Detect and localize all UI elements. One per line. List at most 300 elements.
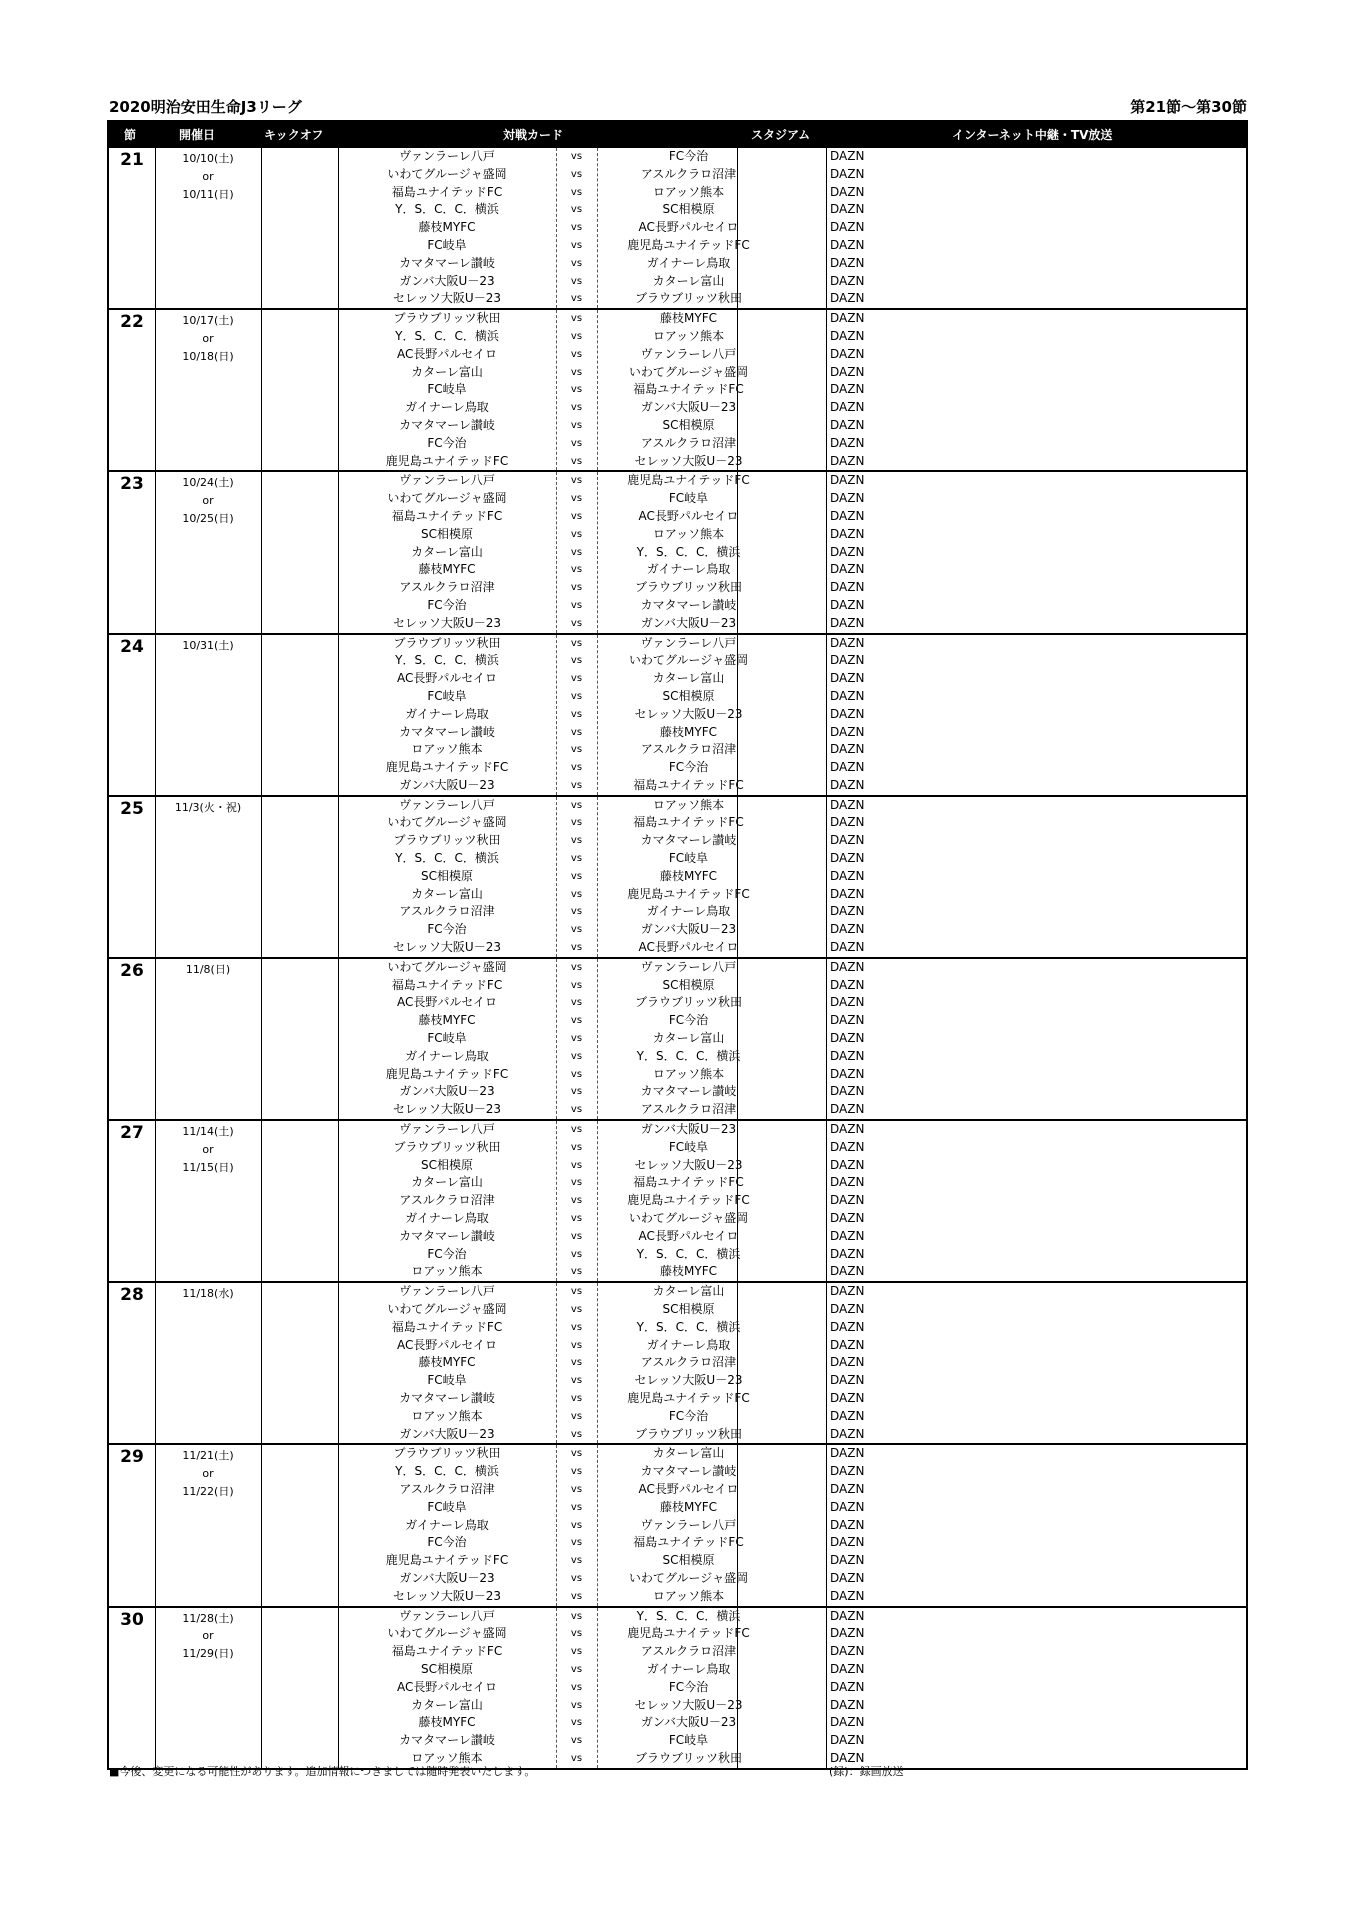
match-row (109, 1174, 1246, 1192)
away-team: FC岐阜 (668, 1733, 709, 1748)
away-team: ロアッソ熊本 (652, 328, 725, 343)
match-row (109, 670, 1246, 688)
broadcast-label: DAZN (830, 940, 865, 955)
match-row (109, 921, 1246, 939)
broadcast-label: DAZN (830, 1211, 865, 1226)
home-team: ヴァンラーレ八戸 (399, 1284, 495, 1299)
away-team: ガイナーレ鳥取 (646, 904, 731, 919)
home-team: カマタマーレ讃岐 (399, 417, 495, 432)
vs-label: vs (570, 726, 583, 738)
vs-label: vs (570, 1304, 583, 1315)
match-row (109, 328, 1246, 346)
away-team: セレッソ大阪U－23 (634, 1157, 743, 1172)
round-block (107, 310, 1248, 472)
home-team: ガイナーレ鳥取 (405, 1211, 489, 1226)
away-team: ブラウブリッツ秋田 (634, 291, 743, 306)
away-team: カターレ富山 (652, 1446, 725, 1461)
match-row (109, 1390, 1246, 1408)
away-team: カマタマーレ讃岐 (640, 833, 737, 848)
away-team: セレッソ大阪U－23 (634, 706, 743, 721)
vs-label: vs (570, 1628, 583, 1640)
home-team: ガンバ大阪U－23 (399, 1426, 495, 1441)
away-team: カターレ富山 (652, 671, 725, 686)
away-team: FC今治 (668, 1408, 709, 1423)
home-team: FC今治 (427, 922, 467, 937)
away-team: カマタマーレ讃岐 (640, 1084, 737, 1099)
vs-label: vs (570, 455, 583, 467)
home-team: ブラウブリッツ秋田 (393, 833, 501, 848)
broadcast-label: DAZN (830, 724, 865, 739)
match-row (109, 1372, 1246, 1390)
home-team: FC岐阜 (427, 1499, 467, 1514)
date-line: 11/8(日) (185, 962, 231, 976)
date-line: or (202, 1629, 214, 1643)
match-row (109, 579, 1246, 597)
broadcast-label: DAZN (830, 1697, 865, 1712)
broadcast-label: DAZN (830, 635, 865, 650)
broadcast-label: DAZN (830, 671, 865, 686)
round-number: 27 (120, 1123, 144, 1144)
table-header (107, 120, 1248, 148)
away-team: いわてグルージャ盛岡 (628, 1570, 749, 1585)
date-line: 11/21(土) (182, 1449, 234, 1463)
home-team: セレッソ大阪U－23 (393, 291, 501, 306)
match-row (109, 1517, 1246, 1535)
match-row (109, 1570, 1246, 1588)
date-line: or (202, 1142, 214, 1156)
broadcast-label: DAZN (830, 706, 865, 721)
broadcast-label: DAZN (830, 1426, 865, 1441)
date-line: or (202, 1467, 214, 1481)
recording-legend: (録)：録画放送 (829, 1765, 904, 1778)
vs-label: vs (570, 817, 583, 829)
away-team: カマタマーレ讃岐 (640, 597, 737, 612)
match-row (109, 1499, 1246, 1517)
home-team: FC今治 (427, 1246, 467, 1261)
match-row (109, 219, 1246, 237)
vs-label: vs (570, 1392, 583, 1404)
vs-label: vs (570, 979, 583, 991)
broadcast-label: DAZN (830, 1084, 865, 1099)
date-line: 11/14(土) (182, 1125, 234, 1139)
match-row (109, 741, 1246, 759)
home-team: FC今治 (427, 1535, 467, 1550)
match-row (109, 777, 1246, 795)
broadcast-label: DAZN (830, 1464, 865, 1479)
away-team: ガイナーレ鳥取 (646, 1337, 731, 1352)
header-kickoff: キックオフ (264, 128, 324, 142)
header-round: 節 (124, 128, 137, 142)
away-team: FC岐阜 (668, 851, 709, 866)
vs-label: vs (570, 1050, 583, 1062)
broadcast-label: DAZN (830, 1373, 865, 1388)
vs-label: vs (570, 708, 583, 720)
away-team: SC相模原 (662, 688, 715, 703)
date-line: 11/28(土) (182, 1611, 234, 1625)
home-team: ガンバ大阪U－23 (399, 777, 495, 792)
broadcast-label: DAZN (830, 815, 865, 830)
broadcast-label: DAZN (830, 149, 865, 163)
match-row (109, 868, 1246, 886)
broadcast-label: DAZN (830, 1588, 865, 1603)
away-team: ガンバ大阪U－23 (640, 1715, 737, 1730)
home-team: いわてグルージャ盛岡 (387, 959, 507, 974)
away-team: ロアッソ熊本 (652, 1066, 725, 1081)
away-team: ロアッソ熊本 (652, 184, 725, 199)
vs-label: vs (570, 1610, 583, 1622)
home-team: 福島ユナイテッドFC (391, 184, 503, 199)
broadcast-label: DAZN (830, 797, 865, 812)
away-team: 藤枝MYFC (660, 724, 717, 739)
header-card: 対戦カード (503, 128, 564, 142)
broadcast-label: DAZN (830, 1481, 865, 1496)
match-row (109, 1426, 1246, 1444)
home-team: Y．S．C．C．横浜 (395, 653, 499, 668)
home-team: いわてグルージャ盛岡 (387, 1626, 507, 1641)
match-row (109, 1030, 1246, 1048)
away-team: Y．S．C．C．横浜 (636, 544, 741, 559)
broadcast-label: DAZN (830, 202, 865, 217)
vs-label: vs (570, 1466, 583, 1478)
broadcast-label: DAZN (830, 868, 865, 883)
home-team: ガンバ大阪U－23 (399, 1084, 495, 1099)
away-team: アスルクラロ沼津 (640, 166, 737, 181)
home-team: 鹿児島ユナイテッドFC (385, 1553, 509, 1568)
date-line: 11/22(日) (182, 1484, 234, 1498)
away-team: アスルクラロ沼津 (640, 1102, 737, 1117)
home-team: セレッソ大阪U－23 (393, 1102, 501, 1117)
away-team: セレッソ大阪U－23 (634, 453, 743, 468)
vs-label: vs (570, 510, 583, 522)
broadcast-label: DAZN (830, 1390, 865, 1405)
vs-label: vs (570, 655, 583, 667)
vs-label: vs (570, 475, 583, 487)
home-team: Y．S．C．C．横浜 (395, 1464, 499, 1479)
broadcast-label: DAZN (830, 473, 865, 488)
vs-label: vs (570, 1555, 583, 1567)
broadcast-label: DAZN (830, 526, 865, 541)
date-line: or (202, 169, 214, 183)
vs-label: vs (570, 1230, 583, 1242)
vs-label: vs (570, 151, 583, 162)
vs-label: vs (570, 528, 583, 540)
home-team: ガイナーレ鳥取 (405, 1517, 489, 1532)
header-date: 開催日 (179, 128, 216, 142)
round-block (107, 1283, 1248, 1445)
match-row (109, 959, 1246, 977)
home-team: アスルクラロ沼津 (399, 1481, 495, 1496)
home-team: FC今治 (427, 597, 467, 612)
date-line: 10/17(土) (182, 314, 234, 328)
match-row (109, 1408, 1246, 1426)
away-team: 藤枝MYFC (660, 311, 717, 326)
vs-label: vs (570, 744, 583, 756)
vs-label: vs (570, 835, 583, 847)
round-number: 30 (120, 1609, 144, 1630)
match-row (109, 148, 1246, 166)
broadcast-label: DAZN (830, 1284, 865, 1299)
away-team: ガイナーレ鳥取 (646, 562, 731, 577)
away-team: SC相模原 (662, 1302, 715, 1316)
home-team: カターレ富山 (411, 1697, 483, 1712)
broadcast-label: DAZN (830, 922, 865, 937)
broadcast-label: DAZN (830, 580, 865, 595)
round-number: 28 (120, 1285, 144, 1306)
match-row (109, 561, 1246, 579)
date-line: or (202, 331, 214, 345)
vs-label: vs (570, 1266, 583, 1278)
home-team: アスルクラロ沼津 (399, 1193, 495, 1208)
match-row (109, 652, 1246, 670)
away-team: いわてグルージャ盛岡 (628, 1211, 749, 1226)
vs-label: vs (570, 762, 583, 774)
vs-label: vs (570, 239, 583, 251)
match-row (109, 1697, 1246, 1715)
away-team: 藤枝MYFC (660, 1264, 717, 1279)
home-team: カマタマーレ讃岐 (399, 1390, 495, 1405)
vs-label: vs (570, 1448, 583, 1460)
section-range: 第21節～第30節 (1130, 98, 1247, 116)
match-row (109, 1319, 1246, 1337)
vs-label: vs (570, 1699, 583, 1711)
match-row (109, 1625, 1246, 1643)
broadcast-label: DAZN (830, 1013, 865, 1028)
home-team: AC長野パルセイロ (396, 1679, 498, 1694)
home-team: 福島ユナイテッドFC (391, 1644, 503, 1659)
vs-label: vs (570, 1735, 583, 1747)
vs-label: vs (570, 257, 583, 269)
vs-label: vs (570, 437, 583, 449)
round-number: 26 (120, 960, 144, 981)
vs-label: vs (570, 617, 583, 629)
broadcast-label: DAZN (830, 237, 865, 252)
vs-label: vs (570, 997, 583, 1009)
home-team: カターレ富山 (411, 544, 483, 559)
match-row (109, 1301, 1246, 1319)
round-block (107, 1121, 1248, 1283)
vs-label: vs (570, 1375, 583, 1387)
home-team: 鹿児島ユナイテッドFC (385, 760, 509, 775)
match-row (109, 797, 1246, 815)
home-team: ロアッソ熊本 (411, 1408, 483, 1423)
broadcast-label: DAZN (830, 760, 865, 775)
round-number: 22 (120, 312, 144, 333)
home-team: ブラウブリッツ秋田 (393, 1446, 501, 1461)
home-team: 福島ユナイテッドFC (391, 977, 503, 992)
away-team: 鹿児島ユナイテッドFC (627, 1626, 750, 1641)
away-team: アスルクラロ沼津 (640, 435, 737, 450)
away-team: いわてグルージャ盛岡 (628, 653, 749, 668)
home-team: ブラウブリッツ秋田 (393, 311, 501, 326)
vs-label: vs (570, 1177, 583, 1189)
away-team: 鹿児島ユナイテッドFC (627, 1193, 750, 1208)
vs-label: vs (570, 564, 583, 576)
home-team: Y．S．C．C．横浜 (395, 851, 499, 866)
home-team: AC長野パルセイロ (396, 346, 498, 361)
vs-label: vs (570, 1590, 583, 1602)
home-team: セレッソ大阪U－23 (393, 940, 501, 955)
vs-label: vs (570, 870, 583, 882)
home-team: カマタマーレ讃岐 (399, 1228, 495, 1243)
home-team: SC相模原 (421, 526, 473, 541)
match-row (109, 1101, 1246, 1119)
broadcast-label: DAZN (830, 1157, 865, 1172)
match-row (109, 273, 1246, 291)
match-row (109, 1588, 1246, 1606)
date-line: 10/31(土) (182, 638, 234, 652)
home-team: FC岐阜 (427, 1031, 467, 1046)
round-block (107, 797, 1248, 959)
away-team: FC今治 (668, 1013, 709, 1028)
vs-label: vs (570, 1015, 583, 1027)
away-team: AC長野パルセイロ (638, 940, 739, 955)
vs-label: vs (570, 853, 583, 865)
match-row (109, 724, 1246, 742)
broadcast-label: DAZN (830, 1228, 865, 1243)
match-row (109, 472, 1246, 490)
vs-label: vs (570, 961, 583, 973)
match-row (109, 688, 1246, 706)
away-team: カターレ富山 (652, 273, 725, 288)
match-row (109, 1228, 1246, 1246)
vs-label: vs (570, 582, 583, 594)
header-stadium: スタジアム (751, 128, 811, 142)
home-team: ブラウブリッツ秋田 (393, 1139, 501, 1154)
vs-label: vs (570, 599, 583, 611)
home-team: Y．S．C．C．横浜 (395, 202, 499, 217)
date-line: 11/18(水) (182, 1287, 234, 1301)
vs-label: vs (570, 1033, 583, 1045)
home-team: ガイナーレ鳥取 (405, 1048, 489, 1063)
vs-label: vs (570, 1717, 583, 1729)
broadcast-label: DAZN (830, 1355, 865, 1370)
broadcast-label: DAZN (830, 1048, 865, 1063)
home-team: 藤枝MYFC (418, 562, 476, 577)
home-team: カマタマーレ讃岐 (399, 1733, 495, 1748)
broadcast-label: DAZN (830, 291, 865, 306)
match-row (109, 759, 1246, 777)
away-team: AC長野パルセイロ (638, 1228, 739, 1243)
date-line: 11/15(日) (182, 1160, 234, 1174)
match-row (109, 364, 1246, 382)
match-row (109, 903, 1246, 921)
round-number: 21 (120, 150, 144, 170)
home-team: セレッソ大阪U－23 (393, 1588, 501, 1603)
vs-label: vs (570, 1068, 583, 1080)
match-row (109, 290, 1246, 308)
match-row (109, 1246, 1246, 1264)
home-team: ヴァンラーレ八戸 (399, 1608, 495, 1623)
home-team: SC相模原 (421, 1661, 473, 1676)
broadcast-label: DAZN (830, 615, 865, 630)
away-team: ガンバ大阪U－23 (640, 922, 737, 937)
broadcast-label: DAZN (830, 417, 865, 432)
vs-label: vs (570, 384, 583, 396)
broadcast-label: DAZN (830, 220, 865, 235)
vs-label: vs (570, 888, 583, 900)
broadcast-label: DAZN (830, 1408, 865, 1423)
home-team: 福島ユナイテッドFC (391, 508, 503, 523)
date-line: or (202, 494, 214, 508)
round-number: 23 (120, 474, 144, 495)
away-team: 鹿児島ユナイテッドFC (627, 473, 750, 488)
home-team: ヴァンラーレ八戸 (399, 149, 495, 163)
home-team: アスルクラロ沼津 (399, 904, 495, 919)
away-team: ブラウブリッツ秋田 (634, 1750, 743, 1765)
broadcast-label: DAZN (830, 1122, 865, 1137)
broadcast-label: DAZN (830, 1553, 865, 1568)
away-team: カターレ富山 (652, 1284, 725, 1299)
vs-label: vs (570, 799, 583, 811)
round-number: 29 (120, 1447, 144, 1468)
vs-label: vs (570, 293, 583, 305)
match-row (109, 166, 1246, 184)
vs-label: vs (570, 1357, 583, 1369)
date-line: 10/11(日) (182, 187, 234, 201)
home-team: 鹿児島ユナイテッドFC (385, 1066, 509, 1081)
away-team: 藤枝MYFC (660, 868, 717, 883)
header-broadcast: インターネット中継・TV放送 (952, 128, 1113, 142)
broadcast-label: DAZN (830, 977, 865, 992)
home-team: 福島ユナイテッドFC (391, 1319, 503, 1334)
home-team: カマタマーレ讃岐 (399, 724, 495, 739)
home-team: FC岐阜 (427, 382, 467, 397)
away-team: いわてグルージャ盛岡 (628, 364, 749, 379)
away-team: アスルクラロ沼津 (640, 1355, 737, 1370)
broadcast-label: DAZN (830, 777, 865, 792)
vs-label: vs (570, 1124, 583, 1136)
vs-label: vs (570, 546, 583, 558)
match-row (109, 1552, 1246, 1570)
match-row (109, 1714, 1246, 1732)
home-team: ガイナーレ鳥取 (405, 400, 489, 415)
broadcast-label: DAZN (830, 1319, 865, 1334)
broadcast-label: DAZN (830, 400, 865, 415)
broadcast-label: DAZN (830, 959, 865, 974)
broadcast-label: DAZN (830, 851, 865, 866)
away-team: ガイナーレ鳥取 (646, 255, 731, 270)
home-team: ロアッソ熊本 (411, 1750, 483, 1765)
away-team: FC岐阜 (668, 1139, 709, 1154)
match-row (109, 255, 1246, 273)
home-team: いわてグルージャ盛岡 (387, 1302, 507, 1316)
away-team: ガンバ大阪U－23 (640, 400, 737, 415)
broadcast-label: DAZN (830, 886, 865, 901)
round-block (107, 1445, 1248, 1607)
broadcast-label: DAZN (830, 1608, 865, 1623)
match-row (109, 526, 1246, 544)
home-team: AC長野パルセイロ (396, 995, 498, 1010)
away-team: ヴァンラーレ八戸 (640, 959, 737, 974)
away-team: ブラウブリッツ秋田 (634, 995, 743, 1010)
round-number: 25 (120, 798, 144, 819)
vs-label: vs (570, 942, 583, 954)
vs-label: vs (570, 690, 583, 702)
away-team: ガンバ大阪U－23 (640, 615, 737, 630)
broadcast-label: DAZN (830, 382, 865, 397)
match-row (109, 1121, 1246, 1139)
match-row (109, 1643, 1246, 1661)
broadcast-label: DAZN (830, 346, 865, 361)
home-team: AC長野パルセイロ (396, 1337, 498, 1352)
vs-label: vs (570, 1428, 583, 1440)
away-team: カターレ富山 (652, 1031, 725, 1046)
home-team: FC今治 (427, 435, 467, 450)
match-row (109, 1083, 1246, 1101)
away-team: FC今治 (668, 760, 709, 775)
away-team: ブラウブリッツ秋田 (634, 1426, 743, 1441)
vs-label: vs (570, 1519, 583, 1531)
